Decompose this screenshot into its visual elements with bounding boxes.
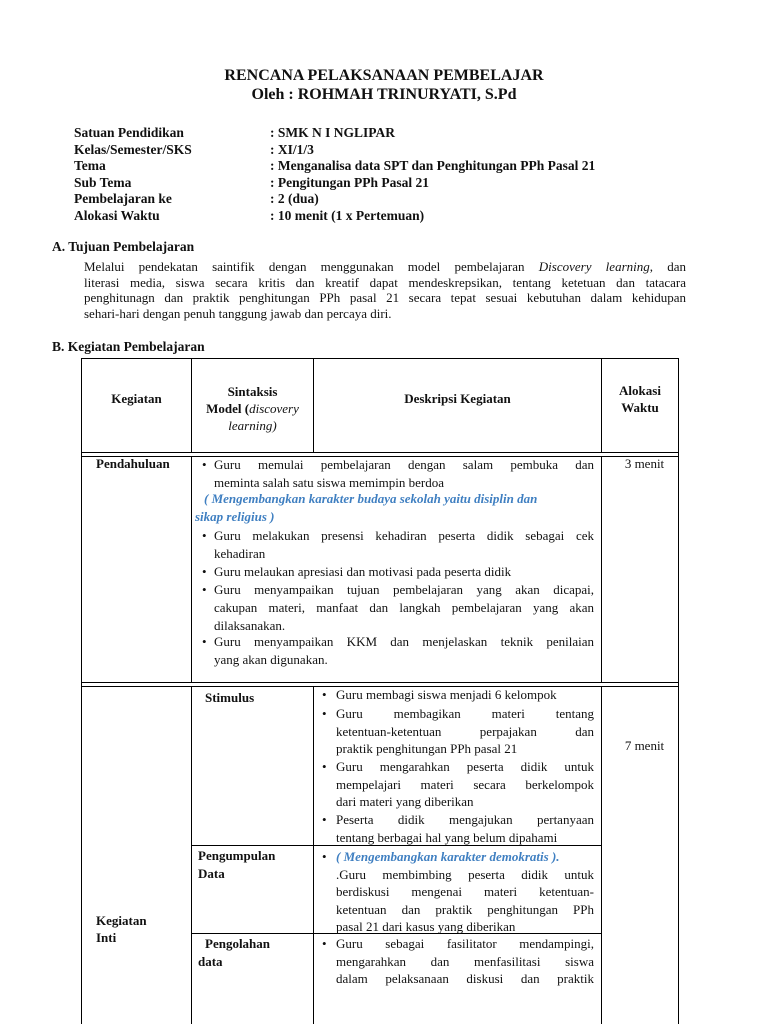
paragraph-italic-text: Discovery learning — [538, 259, 650, 274]
paragraph-line: penghitunagn dan praktik penghitungan PPh pasal 21 secara tepat sesuai kebutuhan dalam kehidupan — [84, 290, 686, 305]
identity-row — [74, 125, 595, 142]
header-alokasi-line: Alokasi — [619, 383, 661, 398]
identity-row — [74, 191, 595, 208]
header-sintaksis-line: learning) — [228, 417, 277, 433]
row-pendahuluan-time: 3 menit — [624, 456, 665, 471]
header-sintaksis — [192, 384, 313, 434]
table-border-top — [81, 358, 679, 359]
bullet-icon: • — [322, 687, 327, 702]
bullet-icon: • — [202, 528, 207, 543]
paragraph-text: Melalui pendekatan saintifik dengan menggunakan model pembelajaran — [84, 259, 539, 274]
document-title: RENCANA PELAKSANAAN PEMBELAJAR — [224, 67, 544, 84]
row-inti-time: 7 menit — [624, 738, 665, 753]
identity-value: : SMK N I NGLIPAR — [270, 125, 396, 140]
table-col-divider — [191, 686, 192, 1024]
stimulus-label: Stimulus — [205, 690, 255, 705]
list-item-text: Peserta didik mengajukan pertanyaan — [336, 812, 594, 827]
document-author: Oleh : ROHMAH TRINURYATI, S.Pd — [251, 86, 517, 103]
bullet-icon: • — [202, 634, 207, 649]
list-item-text: cakupan materi, manfaat dan langkah pembelajaran yang akan — [214, 600, 594, 615]
list-item-text: tentang berbagai hal yang belum dipahami — [336, 829, 558, 845]
header-sintaksis-italic: discovery — [249, 400, 299, 416]
list-item-text: mempelajari materi secara berkelompok — [336, 776, 594, 792]
row-pendahuluan-label: Pendahuluan — [96, 456, 170, 471]
karakter-note-text: ( Mengembangkan karakter demokratis ). — [336, 849, 560, 864]
row-inti-label-line: Kegiatan — [96, 913, 147, 928]
karakter-note — [195, 490, 595, 526]
bullet-icon: • — [202, 457, 207, 472]
identity-label: Satuan Pendidikan — [74, 125, 184, 140]
paragraph-line — [84, 259, 686, 275]
identity-row — [74, 175, 595, 192]
pengumpulan-label-line: Data — [198, 865, 225, 881]
list-item-text: Guru menyampaikan tujuan pembelajaran yang akan dicapai, — [214, 582, 594, 597]
list-item-text: berdiskusi mengenai materi ketentuan- — [336, 884, 594, 899]
identity-row — [74, 208, 595, 225]
list-item-text: Guru mengarahkan peserta didik untuk — [336, 759, 594, 774]
pengolahan-label — [198, 935, 271, 970]
list-item-text: Guru melakukan presensi kehadiran peserta didik sebagai cek — [214, 528, 594, 543]
identity-label: Tema — [74, 158, 106, 173]
header-sintaksis-line: Sintaksis — [227, 384, 278, 399]
header-sintaksis-text: Model ( — [206, 400, 250, 416]
list-item-text: Guru membagikan materi tentang — [336, 706, 594, 721]
identity-label: Alokasi Waktu — [74, 207, 160, 223]
list-item-text: Guru sebagai fasilitator mendampingi, — [336, 936, 594, 951]
header-sintaksis-line — [192, 401, 313, 418]
table-col-divider — [191, 456, 192, 682]
karakter-note-text: sikap religius ) — [195, 509, 275, 524]
table-col-divider — [601, 456, 602, 682]
list-item-text: ketentuan dan praktik penghitungan PPh — [336, 901, 594, 917]
bullet-icon: • — [322, 759, 327, 774]
bullet-icon: • — [202, 564, 207, 579]
list-item-text: Guru menyampaikan KKM dan menjelaskan teknik penilaian — [214, 634, 594, 649]
paragraph-line: literasi media, siswa secara kritis dan kreatif dapat mendeskrepsikan, tentang ketetuan dan tatacara — [84, 274, 686, 290]
header-alokasi-line: Waktu — [621, 399, 659, 415]
section-a-heading: A. Tujuan Pembelajaran — [52, 239, 195, 254]
pengumpulan-label — [198, 847, 275, 882]
list-item-text: dilaksanakan. — [214, 618, 286, 633]
list-item-text: meminta salah satu siswa memimpin berdoa — [214, 475, 444, 490]
table-row-divider — [81, 682, 679, 683]
pengumpulan-label-line: Pengumpulan — [198, 848, 276, 863]
row-inti-label-line: Inti — [96, 929, 117, 945]
identity-value: : Pengitungan PPh Pasal 21 — [270, 174, 430, 190]
table-border-left — [81, 358, 82, 1024]
list-item-text: praktik penghitungan PPh pasal 21 — [336, 741, 518, 756]
list-item-text: Guru memulai pembelajaran dengan salam pembuka dan — [214, 457, 594, 472]
header-deskripsi: Deskripsi Kegiatan — [404, 391, 511, 406]
table-col-divider — [313, 686, 314, 1024]
pengolahan-label-line: Pengolahan — [205, 936, 271, 951]
bullet-icon: • — [202, 582, 207, 597]
pengolahan-label-line: data — [198, 953, 223, 969]
identity-label: Kelas/Semester/SKS — [74, 141, 192, 157]
identity-row — [74, 142, 595, 159]
header-alokasi — [602, 383, 678, 417]
list-item-text: mengarahkan dan menfasilitasi siswa — [336, 953, 594, 969]
section-a-paragraph — [84, 259, 686, 321]
section-b-heading: B. Kegiatan Pembelajaran — [52, 339, 205, 354]
identity-value: : 2 (dua) — [270, 191, 319, 206]
list-item-text: kehadiran — [214, 546, 266, 561]
list-item-text: pasal 21 dari kasus yang diberikan — [336, 919, 516, 934]
table-header-divider — [81, 452, 679, 453]
list-item-text: yang akan digunakan. — [214, 652, 328, 667]
identity-row — [74, 158, 595, 175]
karakter-note-text: ( Mengembangkan karakter budaya sekolah yaitu disiplin dan — [204, 491, 538, 506]
row-inti-label — [96, 913, 147, 947]
identity-label: Pembelajaran ke — [74, 191, 172, 206]
list-item-text: Guru membagi siswa menjadi 6 kelompok — [336, 687, 557, 702]
identity-value: : 10 menit (1 x Pertemuan) — [270, 207, 425, 223]
bullet-icon: • — [322, 812, 327, 827]
bullet-icon: • — [322, 936, 327, 951]
list-item-text: Guru melaukan apresiasi dan motivasi pada peserta didik — [214, 564, 512, 579]
identity-label: Sub Tema — [74, 174, 132, 190]
header-kegiatan: Kegiatan — [111, 391, 162, 406]
identity-value: : XI/1/3 — [270, 141, 314, 157]
paragraph-text: , dan — [649, 259, 686, 274]
list-item-text: dari materi yang diberikan — [336, 794, 474, 809]
list-item-text: .Guru membimbing peserta didik untuk — [336, 866, 594, 882]
paragraph-line: sehari-hari dengan penuh tanggung jawab dan percaya diri. — [84, 305, 392, 321]
table-col-divider — [601, 686, 602, 1024]
list-item-text: dalam pelaksanaan diskusi dan praktik — [336, 971, 594, 986]
bullet-icon: • — [322, 706, 327, 721]
identity-block — [74, 125, 595, 224]
bullet-icon: • — [322, 849, 327, 864]
identity-value: : Menganalisa data SPT dan Penghitungan PPh Pasal 21 — [270, 158, 596, 173]
list-item-text: ketentuan-ketentuan perpajakan dan — [336, 723, 594, 739]
